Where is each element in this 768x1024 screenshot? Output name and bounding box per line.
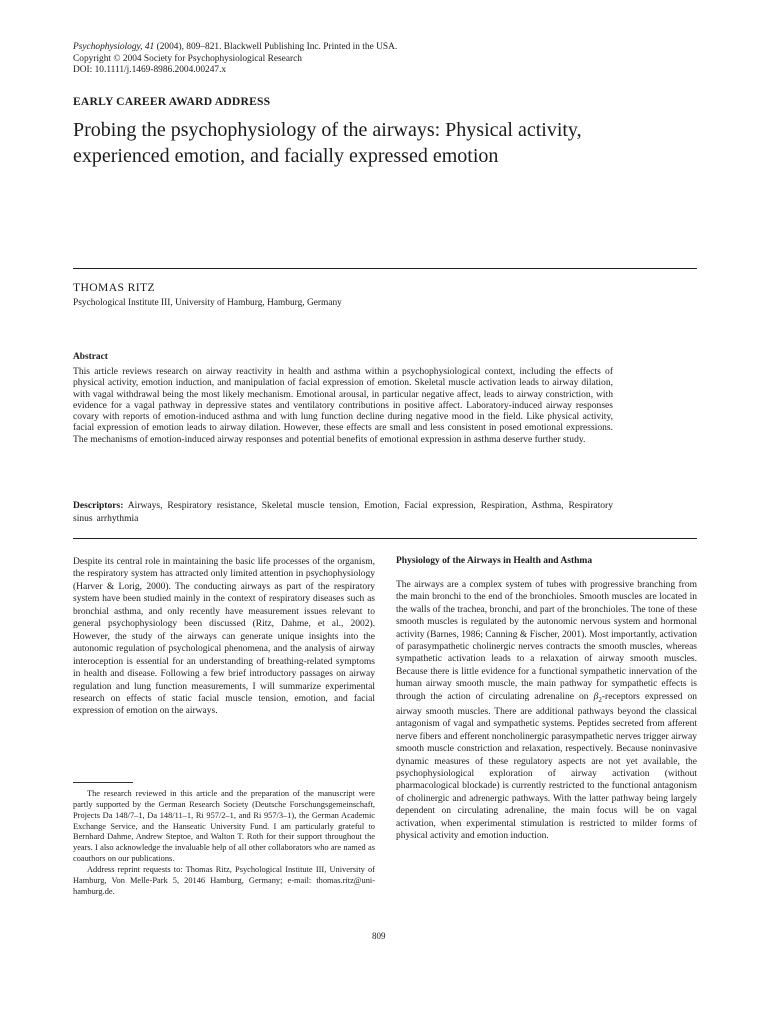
section-type: EARLY CAREER AWARD ADDRESS xyxy=(73,95,271,108)
beta-symbol: β xyxy=(593,691,599,702)
author-name: THOMAS RITZ xyxy=(73,281,156,294)
doi-line: DOI: 10.1111/j.1469-8986.2004.00247.x xyxy=(73,65,227,75)
body-left-column xyxy=(73,556,375,718)
section-heading: Physiology of the Airways in Health and Asthma xyxy=(396,556,593,566)
beta-subscript: 2 xyxy=(598,695,602,704)
funding-note: The research reviewed in this article and the preparation of the manuscript were partly supported by the German Research Society (Deutsche Forschungsgemeinschaft, Projects Da 148/7–1, Da 148/11–1, Ri 957/2–1, and Ri 957/3–1), the German Academic Exchange Service, and the Hanseatic University Fund. I am particularly grateful to Bernhard Dahme, Andrew Steptoe, and Walton T. Roth for their support throughout the years. I also acknowledge the invaluable help of all other collaborators who are named as coauthors on our publications. xyxy=(73,789,375,864)
descriptors-text: Airways, Respiratory resistance, Skeletal muscle tension, Emotion, Facial expression, Respiration, Asthma, Respiratory sinus arrhythmia xyxy=(73,500,613,524)
abstract-text: This article reviews research on airway reactivity in health and asthma within a psychophysiological context, including the effects of physical activity, emotion induction, and manipulation of facial expression of emotion. Skeletal muscle activation leads to airway dilation, with vagal withdrawal being the most likely mechanism. Emotional arousal, in particular negative affect, leads to airway constriction, with evidence for a vagal pathway in depressive states and ventilatory contributions in positive affect. Laboratory-induced airway responses covary with reports of emotion-induced asthma and with lung function decline during negative mood in the field. Like physical activity, facial expression of emotion leads to airway dilation. However, these effects are small and less consistent in posed emotional expressions. The mechanisms of emotion-induced airway responses and potential benefits of emotional expression in asthma deserve further study. xyxy=(73,366,613,445)
article-title: Probing the psychophysiology of the airways: Physical activity, experienced emotion, and facially expressed emotion xyxy=(73,119,582,167)
descriptors-label: Descriptors: xyxy=(73,500,124,511)
body-right-column xyxy=(396,579,697,842)
page-number: 809 xyxy=(372,931,386,941)
journal-header xyxy=(73,42,397,77)
paragraph-text-part1: The airways are a complex system of tubes with progressive branching from the main bronchi to the end of the bronchioles. Smooth muscles are located in the walls of the trachea, bronchi, and part of the bronchioles. The tone of these smooth muscles is regulated by the autonomic nervous system and hormonal activity (Barnes, 1986; Canning & Fischer, 2001). Most importantly, activation of parasympathetic cholinergic nerves contracts the smooth muscles, whereas sympathetic activation leads to a relaxation of airway smooth muscles. Because there is little evidence for a functional sympathetic innervation of the human airway smooth muscle, the main pathway for sympathetic effects is through the action of circulating adrenaline on xyxy=(396,580,697,702)
paragraph-text-part2: -receptors expressed on airway smooth muscles. There are additional pathways beyond the classical antagonism of vagal and sympathetic systems. Peptides secreted from afferent nerve fibers and efferent noncholinergic parasympathetic nerves trigger airway smooth muscle constriction and relaxation, respectively. Because noninvasive dynamic measures of these regulatory aspects are not yet available, the psychophysiological exploration of airway activation (without pharmacological blockade) is currently restricted to the functional antagonism of cholinergic and adrenergic pathways. With the latter pathway being largely dependent on circulating adrenaline, the main focus will be on vagal activation, when experimental stimulation is restricted to milder forms of physical activity and emotion induction. xyxy=(396,691,698,842)
intro-paragraph: Despite its central role in maintaining the basic life processes of the organism, the respiratory system has attracted only limited attention in psychophysiology (Harver & Lorig, 2000). The conducting airways as part of the respiratory system have been studied mainly in the context of respiratory diseases such as bronchial asthma, and only recently have measurement issues relevant to general psychophysiology been discussed (Ritz, Dahme, et al., 2002). However, the study of the airways can generate unique insights into the autonomic regulation of psychological phenomena, and the analysis of airway interoception is essential for an understanding of breathing-related symptoms in health and disease. Following a few brief introductory passages on airway regulation and lung function measurements, I will summarize experimental research on effects of static facial muscle tension, emotion, and facial expression of emotion on the airways. xyxy=(73,557,375,717)
descriptors xyxy=(73,500,613,525)
citation-line xyxy=(73,42,397,54)
footnote xyxy=(73,789,375,897)
physiology-paragraph xyxy=(396,579,697,842)
citation-details: (2004), 809–821. Blackwell Publishing Inc. Printed in the USA. xyxy=(154,42,398,52)
copyright-line: Copyright © 2004 Society for Psychophysiological Research xyxy=(73,53,302,64)
abstract-heading: Abstract xyxy=(73,352,108,362)
reprint-note: Address reprint requests to: Thomas Ritz, Psychological Institute III, University of Hamburg, Von Melle-Park 5, 20146 Hamburg, Germany; e-mail: thomas.ritz@uni-hamburg.de. xyxy=(73,864,375,896)
abstract-rule-bottom xyxy=(73,538,697,539)
footnote-rule xyxy=(73,782,133,783)
author-affiliation: Psychological Institute III, University of Hamburg, Hamburg, Germany xyxy=(73,298,342,308)
title-rule-top xyxy=(73,268,697,269)
journal-name: Psychophysiology, 41 xyxy=(73,42,155,52)
